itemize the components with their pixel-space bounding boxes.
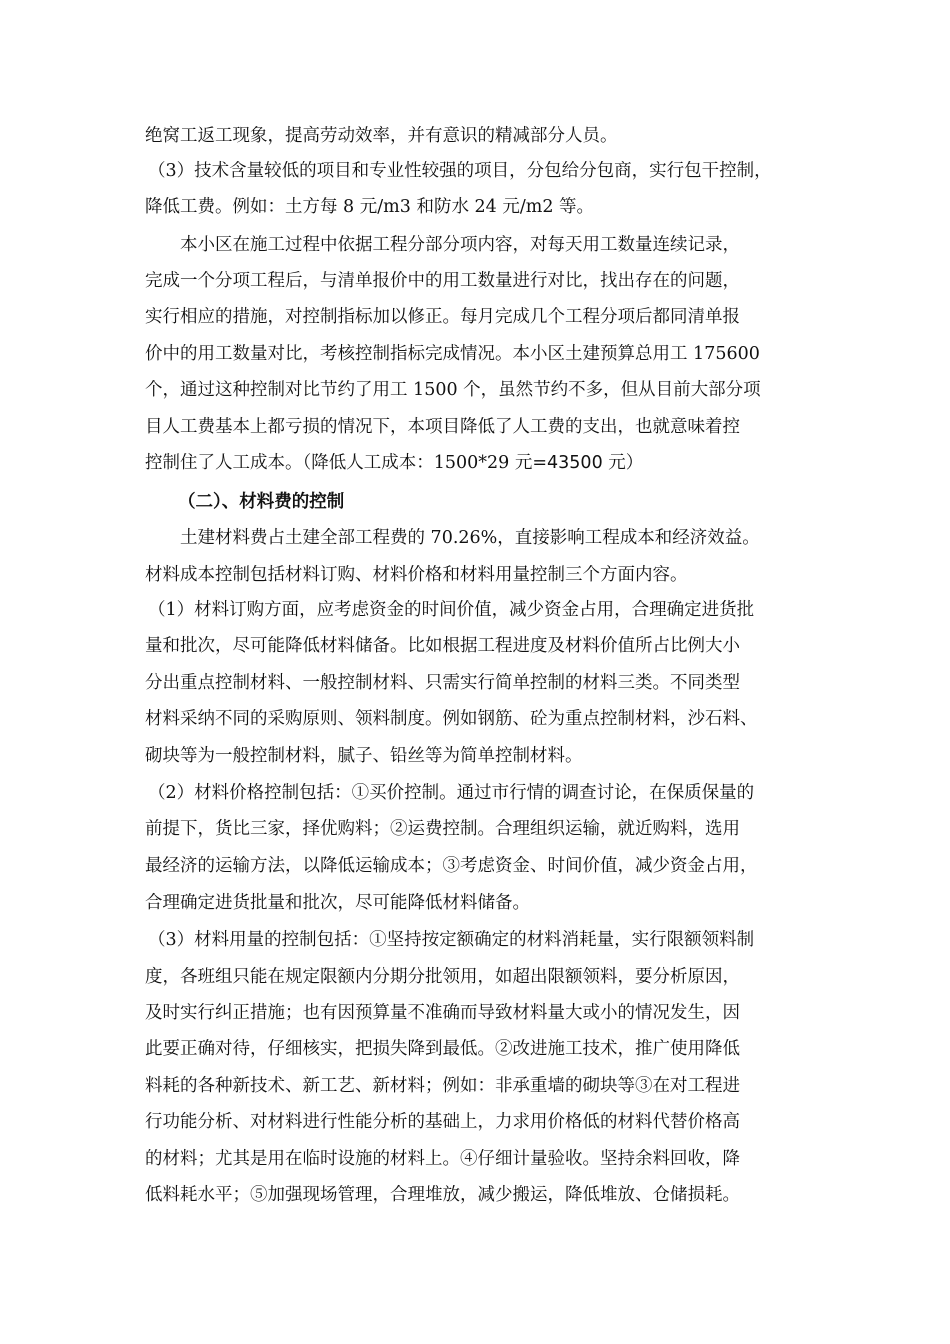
paragraph-line: 材料成本控制包括材料订购、材料价格和材料用量控制三个方面内容。 — [145, 565, 688, 585]
paragraph-text: 控制住了人工成本。（降低人工成本：1500*29 元= — [145, 453, 548, 473]
paragraph-line: 砌块等为一般控制材料，腻子、铅丝等为简单控制材料。 — [145, 746, 583, 766]
cost-value: 43500 — [547, 453, 603, 473]
paragraph-line: 的材料；尤其是用在临时设施的材料上。④仔细计量验收。坚持余料回收，降 — [145, 1149, 740, 1169]
paragraph-line: 完成一个分项工程后，与清单报价中的用工数量进行对比，找出存在的问题， — [145, 271, 740, 291]
paragraph-line: 实行相应的措施，对控制指标加以修正。每月完成几个工程分项后都同清单报 — [145, 307, 740, 327]
paragraph-line: 本小区在施工过程中依据工程分部分项内容，对每天用工数量连续记录， — [180, 235, 740, 255]
paragraph-line: （3）技术含量较低的项目和专业性较强的项目，分包给分包商，实行包干控制， — [148, 161, 772, 181]
paragraph-line: 及时实行纠正措施；也有因预算量不准确而导致材料量大或小的情况发生，因 — [145, 1003, 740, 1023]
paragraph-line: 绝窝工返工现象，提高劳动效率，并有意识的精减部分人员。 — [145, 126, 618, 146]
paragraph-text-tail: 元） — [602, 453, 644, 473]
paragraph-line: 前提下，货比三家，择优购料；②运费控制。合理组织运输，就近购料，选用 — [145, 819, 740, 839]
paragraph-line: 度，各班组只能在规定限额内分期分批领用，如超出限额领料，要分析原因， — [145, 967, 740, 987]
paragraph-line: 目人工费基本上都亏损的情况下，本项目降低了人工费的支出，也就意味着控 — [145, 417, 740, 437]
paragraph-line: 土建材料费占土建全部工程费的 70.26%，直接影响工程成本和经济效益。 — [180, 528, 760, 548]
paragraph-line: 价中的用工数量对比，考核控制指标完成情况。本小区土建预算总用工 175600 — [145, 344, 760, 364]
paragraph-line: 降低工费。例如：土方每 8 元/m3 和防水 24 元/m2 等。 — [145, 197, 595, 217]
paragraph-line: 行功能分析、对材料进行性能分析的基础上，力求用价格低的材料代替价格高 — [145, 1112, 740, 1132]
paragraph-line: 此要正确对待，仔细核实，把损失降到最低。②改进施工技术，推广使用降低 — [145, 1039, 740, 1059]
paragraph-line: 个，通过这种控制对比节约了用工 1500 个，虽然节约不多，但从目前大部分项 — [145, 380, 761, 400]
paragraph-line: （3）材料用量的控制包括：①坚持按定额确定的材料消耗量，实行限额领料制 — [148, 930, 755, 950]
paragraph-line: （2）材料价格控制包括：①买价控制。通过市行情的调查讨论，在保质保量的 — [148, 783, 755, 803]
paragraph-line: 合理确定进货批量和批次，尽可能降低材料储备。 — [145, 893, 530, 913]
paragraph-line: 最经济的运输方法，以降低运输成本；③考虑资金、时间价值，减少资金占用， — [145, 856, 758, 876]
section-heading: （二）、材料费的控制 — [178, 492, 345, 512]
paragraph-line: （1）材料订购方面，应考虑资金的时间价值，减少资金占用，合理确定进货批 — [148, 600, 755, 620]
paragraph-line: 分出重点控制材料、一般控制材料、只需实行简单控制的材料三类。不同类型 — [145, 673, 740, 693]
paragraph-line: 量和批次，尽可能降低材料储备。比如根据工程进度及材料价值所占比例大小 — [145, 636, 740, 656]
paragraph-line-with-value — [145, 452, 643, 474]
paragraph-line: 低料耗水平；⑤加强现场管理，合理堆放，减少搬运，降低堆放、仓储损耗。 — [145, 1185, 740, 1205]
paragraph-line: 材料采纳不同的采购原则、领料制度。例如钢筋、砼为重点控制材料，沙石料、 — [145, 709, 758, 729]
paragraph-line: 料耗的各种新技术、新工艺、新材料；例如：非承重墙的砌块等③在对工程进 — [145, 1076, 740, 1096]
